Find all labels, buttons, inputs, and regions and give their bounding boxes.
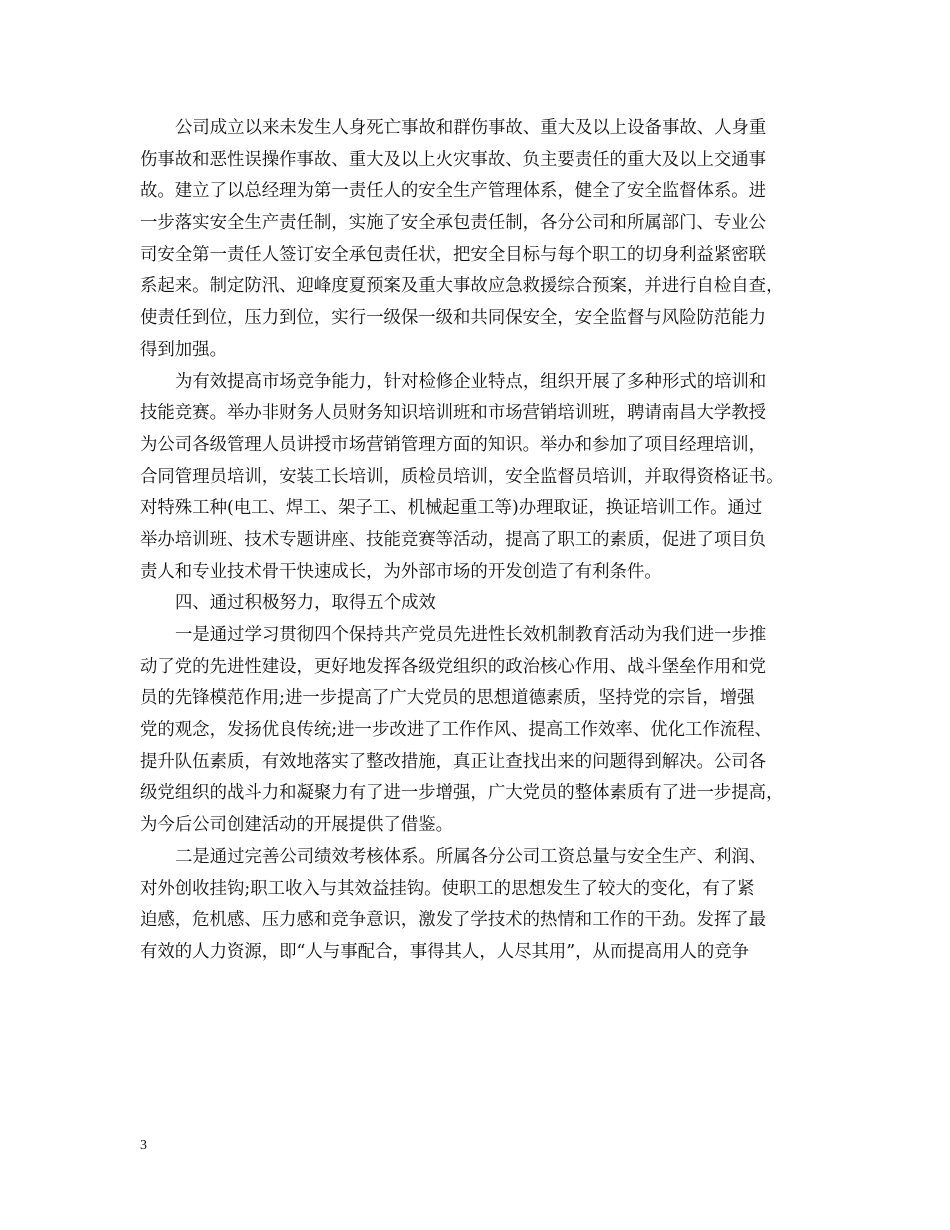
text-line: 使责任到位，压力到位，实行一级保一级和共同保安全，安全监督与风险防范能力 (140, 308, 767, 329)
text-line: 合同管理员培训，安装工长培训，质检员培训，安全监督员培训，并取得资格证书。 (140, 466, 784, 487)
text-line: 为今后公司创建活动的开展提供了借鉴。 (140, 815, 454, 836)
text-line: 迫感，危机感、压力感和竞争意识，激发了学技术的热情和工作的干劲。发挥了最 (140, 910, 767, 931)
text-line: 系起来。制定防汛、迎峰度夏预案及重大事故应急救援综合预案，并进行自检自查， (140, 276, 784, 297)
text-line: 一是通过学习贯彻四个保持共产党员先进性长效机制教育活动为我们进一步推 (175, 625, 767, 645)
text-line: 员的先锋模范作用;进一步提高了广大党员的思想道德素质，坚持党的宗旨，增强 (140, 688, 755, 709)
text-line: 党的观念，发扬优良传统;进一步改进了工作作风、提高工作效率、优化工作流程、 (140, 720, 772, 741)
text-line: 责人和专业技术骨干快速成长，为外部市场的开发创造了有利条件。 (140, 561, 662, 582)
text-line: 故。建立了以总经理为第一责任人的安全生产管理体系，健全了安全监督体系。进 (140, 181, 767, 202)
text-line: 级党组织的战斗力和凝聚力有了进一步增强，广大党员的整体素质有了进一步提高， (140, 783, 784, 804)
section-heading: 四、通过积极努力，取得五个成效 (175, 593, 436, 614)
text-line: 举办培训班、技术专题讲座、技能竞赛等活动，提高了职工的素质，促进了项目负 (140, 529, 767, 550)
text-line: 伤事故和恶性误操作事故、重大及以上火灾事故、负主要责任的重大及以上交通事 (140, 149, 767, 170)
text-line: 有效的人力资源，即“人与事配合，事得其人，人尽其用”，从而提高用人的竞争 (140, 941, 750, 962)
page-number: 3 (140, 1138, 147, 1153)
text-line: 技能竞赛。举办非财务人员财务知识培训班和市场营销培训班，聘请南昌大学教授 (140, 403, 767, 424)
text-line: 二是通过完善公司绩效考核体系。所属各分公司工资总量与安全生产、利润、 (175, 846, 767, 867)
text-line: 得到加强。 (140, 339, 227, 360)
text-line: 一步落实安全生产责任制，实施了安全承包责任制，各分公司和所属部门、专业公 (140, 213, 767, 234)
text-line: 为公司各级管理人员讲授市场营销管理方面的知识。举办和参加了项目经理培训， (140, 434, 767, 455)
text-line: 司安全第一责任人签订安全承包责任状，把安全目标与每个职工的切身利益紧密联 (140, 244, 767, 265)
document-body (140, 113, 820, 969)
text-line: 动了党的先进性建设，更好地发挥各级党组织的政治核心作用、战斗堡垒作用和党 (140, 656, 767, 677)
text-line: 公司成立以来未发生人身死亡事故和群伤事故、重大及以上设备事故、人身重 (175, 118, 767, 138)
text-line: 对外创收挂钩;职工收入与其效益挂钩。使职工的思想发生了较大的变化，有了紧 (140, 878, 755, 899)
text-line: 对特殊工种(电工、焊工、架子工、机械起重工等)办理取证，换证培训工作。通过 (140, 498, 763, 519)
text-line: 为有效提高市场竞争能力，针对检修企业特点，组织开展了多种形式的培训和 (175, 371, 767, 392)
text-line: 提升队伍素质，有效地落实了整改措施，真正让查找出来的问题得到解决。公司各 (140, 751, 767, 772)
